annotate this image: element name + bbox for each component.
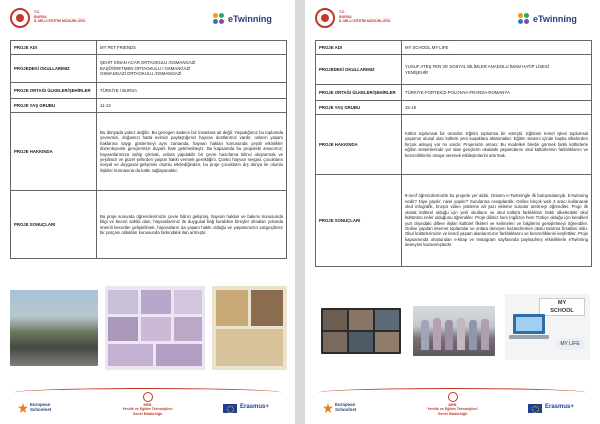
page-header bbox=[0, 8, 295, 34]
eu-flag-icon bbox=[528, 404, 542, 413]
page-footer bbox=[0, 384, 295, 424]
erasmus-logo bbox=[223, 404, 281, 414]
photo-my-school-poster bbox=[505, 294, 590, 360]
meb-seal-icon bbox=[315, 8, 335, 28]
row-schools bbox=[316, 55, 592, 85]
poster-tile bbox=[251, 290, 283, 326]
page-footer bbox=[305, 384, 600, 424]
photo-students-outdoor bbox=[10, 290, 98, 366]
value: Bu dünyada yalnız değiliz. Bu gezegen sadece biz insanlara ait değil. Yaşadığımız bu toplumda çevremizi, doğamızı hatta evimizi paylaştığımız hayvan dostlarımız vardır, onların yaşam haklarına saygı göstermeyi aynı zamanda, hayvan hakları konusunda çeşitli etkinlikler düzenleyerek gençlerimizi duyarlı hale getirmekteyiz. Bu kapsamda bu projedeki amacımız; hayvanlarımıza sahip çıkmak, onlara yapılabilir bir çevre hazırlama bilinci oluşturmak ve yeşilimizi ve güzel şehirden yaşam hakkı vermek gerektiğini. Çünkü hayvan sevgisi, çocukların sosyal ve duygusal gelişimini olumlu etkilediğinden, bu proje çocukların dış dünya ile olumlu ilişkiler kurmasına da katkı sağlayacaktır. bbox=[97, 113, 287, 191]
poster-tile bbox=[216, 290, 248, 326]
row-about bbox=[316, 115, 592, 175]
page-header bbox=[305, 8, 600, 34]
erasmus-logo-text: Erasmus+ bbox=[545, 404, 574, 410]
label: PROJE YAŞ GRUBU bbox=[316, 101, 402, 115]
right-page bbox=[305, 0, 600, 424]
value: TÜRKİYE / BURSA bbox=[97, 83, 287, 99]
poster-banner: MY LIFE bbox=[555, 338, 585, 350]
collage-tile bbox=[156, 344, 202, 366]
meb-logo-text: T.C. BURSA İL MİLLİ EĞİTİM MÜDÜRLÜĞÜ bbox=[34, 10, 86, 24]
row-project-name bbox=[11, 41, 287, 55]
school-line: ŞEHİT SİNAN ACAR ORTAOKULU /OSMANGAZİ bbox=[100, 60, 196, 66]
eu-flag-icon bbox=[223, 404, 237, 413]
value: MY SCHOOL MY LIFE bbox=[402, 41, 592, 55]
etwinning-logo bbox=[213, 12, 273, 28]
video-tile bbox=[323, 310, 347, 330]
video-tile bbox=[375, 332, 399, 352]
photo-video-call bbox=[321, 308, 401, 354]
photo-collage bbox=[105, 286, 205, 370]
label: PROJE ORTAĞI ÜLKELER/ŞEHİRLER bbox=[11, 83, 97, 99]
label: PROJE YAŞ GRUBU bbox=[11, 99, 97, 113]
yegitek-logo bbox=[413, 392, 493, 416]
row-schools bbox=[11, 55, 287, 83]
student-figure bbox=[469, 320, 477, 350]
value: 11-13 bbox=[97, 99, 287, 113]
value: Kültür toplumsal bir üründür. Eğitim toplumsa bir süreçtir. Eğitimin temel işlevi toplumsal yaşamın ulusal olan kültürü yeni kuşaklara aktarmaktır. Eğitim sistemi içinde başka ülkelerden birçok anlayış var mı vardır. Projemizin amacı; Bu modelleri birebir görmek farklı kültürlerle eğitim sistemlerinde yer alan gençlerin okuldaki yaşantılarını okul kültürlerinin farklılıklarını ve benzerliklerini ortaya serenek etkileşimlerini artırmak. bbox=[402, 115, 592, 175]
meb-seal-icon bbox=[10, 8, 30, 28]
yegitek-seal-icon bbox=[448, 392, 458, 402]
meb-logo-text: T.C. BURSA İL MİLLİ EĞİTİM MÜDÜRLÜĞÜ bbox=[339, 10, 391, 24]
school-line: BAŞÖĞRETMEN ORTAOKULU / OSMANGAZİ bbox=[100, 65, 191, 71]
collage-tile bbox=[174, 290, 202, 314]
photo-gallery bbox=[315, 298, 592, 360]
etwinning-mark-icon bbox=[518, 13, 531, 26]
photo-students-group bbox=[413, 306, 495, 356]
yegitek-logo-text: MEB Yenilik ve Eğitim Teknolojileri Genel Müdürlüğü bbox=[122, 403, 173, 416]
row-project-name bbox=[316, 41, 592, 55]
label: PROJE HAKKINDA bbox=[11, 113, 97, 191]
laptop-icon bbox=[509, 312, 549, 342]
etwinning-logo-text: eTwinning bbox=[533, 14, 577, 24]
label: PROJE ADI bbox=[316, 41, 402, 55]
project-table-right bbox=[315, 40, 592, 267]
school-line: YUSUF ATEŞ FEN VE SOSYAL BİLİMLER ANADOLU İMAM HATİP LİSESİ bbox=[405, 64, 549, 70]
row-results bbox=[316, 175, 592, 267]
etwinning-logo bbox=[518, 12, 578, 28]
label: PROJEDEKİ OKULLARIMIZ bbox=[11, 55, 97, 83]
value bbox=[402, 55, 592, 85]
label: PROJEDEKİ OKULLARIMIZ bbox=[316, 55, 402, 85]
row-partners bbox=[316, 85, 592, 101]
school-line: OSMANGAZİ ORTAOKULU /OSMANGAZİ bbox=[100, 71, 182, 77]
school-line: YENİŞEHİR bbox=[405, 69, 429, 75]
row-about bbox=[11, 113, 287, 191]
collage-tile bbox=[174, 317, 202, 341]
value: 15-18 bbox=[402, 101, 592, 115]
collage-tile bbox=[108, 344, 153, 366]
row-age-group bbox=[11, 99, 287, 113]
schoolnet-star-icon bbox=[18, 403, 28, 413]
student-figure bbox=[421, 320, 429, 350]
video-tile bbox=[323, 332, 347, 352]
collage-tile bbox=[108, 290, 138, 314]
erasmus-logo bbox=[528, 404, 586, 414]
project-table-left bbox=[10, 40, 287, 259]
poster-tile bbox=[216, 329, 283, 366]
video-tile bbox=[349, 332, 373, 352]
row-partners bbox=[11, 83, 287, 99]
meb-logo bbox=[10, 8, 90, 32]
etwinning-mark-icon bbox=[213, 13, 226, 26]
european-schoolnet-logo bbox=[323, 402, 383, 416]
video-tile bbox=[375, 310, 399, 330]
collage-tile bbox=[108, 317, 138, 341]
row-results bbox=[11, 191, 287, 259]
value bbox=[97, 55, 287, 83]
european-schoolnet-text: European Schoolnet bbox=[30, 402, 52, 412]
label: PROJE SONUÇLARI bbox=[316, 175, 402, 267]
value: 9-sınıf öğrencilerimizle bu projede yer aldık. Onların e-Twinningle ilk buluşmalarıydı. E-twinning nedir? Niye yapılır, nasıl yapılır? Sorularına cevaplardık. Online birçok web 2 aracı kullanarak okul infografik, broşür video yükleme ait yazı ekleme sunular üretmeyi öğrendiler. Proje ilk olarak kültürel olduğu için yerli okulların ve okul kültürü farklılıkları farklı ülkelerdeki okul kültürünü neler olduğunu öğrendiler. Proje dilimiz hem İngilizce hem Türkçe olduğu için kendileri yurt dışındaki dillere ilişkin kültürel fikirleri ve kelimeleri ve bilgilerini genişletmeyi öğrendiler. Online yapılan internet toplantılar ve onlara deneyim kazandırırken okulu tanıtma fırsatları oldu. Okul kültürlerimizin ve kendi yaşam alanlarımızın farklılıklarını ve benzerliklerini keşfettiler. Proje kapsamında oluşturulan e-kitap ve Instagram sayfasında paylaşılmış etkinliklerle eTwinning deneyimi kazanmışlardır. bbox=[402, 175, 592, 267]
left-page bbox=[0, 0, 295, 424]
european-schoolnet-text: European Schoolnet bbox=[335, 402, 357, 412]
photo-pet-poster bbox=[212, 286, 287, 370]
meb-logo bbox=[315, 8, 395, 32]
video-tile bbox=[349, 310, 373, 330]
value: MY PET FRIENDS bbox=[97, 41, 287, 55]
european-schoolnet-logo bbox=[18, 402, 78, 416]
student-figure bbox=[445, 320, 453, 350]
photo-gallery bbox=[10, 284, 287, 370]
value: TÜRKİYE-FORTEKİZ-POLONYA-FRANSA-ROMANYA bbox=[402, 85, 592, 101]
schoolnet-star-icon bbox=[323, 403, 333, 413]
label: PROJE SONUÇLARI bbox=[11, 191, 97, 259]
collage-tile bbox=[141, 290, 171, 314]
erasmus-logo-text: Erasmus+ bbox=[240, 404, 269, 410]
collage-tile bbox=[141, 317, 171, 341]
label: PROJE ORTAĞI ÜLKELER/ŞEHİRLER bbox=[316, 85, 402, 101]
student-figure bbox=[481, 319, 489, 350]
row-age-group bbox=[316, 101, 592, 115]
poster-banner: MY SCHOOL bbox=[539, 298, 585, 316]
label: PROJE HAKKINDA bbox=[316, 115, 402, 175]
label: PROJE ADI bbox=[11, 41, 97, 55]
student-figure bbox=[457, 318, 465, 350]
value: Bu proje sonunda öğrencilerimizin çevre bilinci gelişmiş, hayvan hakları ve bakımı konusunda bilgi ve beceri sahibi olan, hayvanlarımız ile duygusal bağ kurabilen bireyler olmaları yolunda önemli beceriler geliştirilmek, hayvanların da yaşam hakkı olduğu ve yaşamımızın vazgeçilmez bir parçası oldukları konusunda farkındalık ilan artmıştır. bbox=[97, 191, 287, 259]
student-figure bbox=[433, 318, 441, 350]
yegitek-logo-text: MEB Yenilik ve Eğitim Teknolojileri Genel Müdürlüğü bbox=[427, 403, 478, 416]
etwinning-logo-text: eTwinning bbox=[228, 14, 272, 24]
yegitek-logo bbox=[108, 392, 188, 416]
yegitek-seal-icon bbox=[143, 392, 153, 402]
